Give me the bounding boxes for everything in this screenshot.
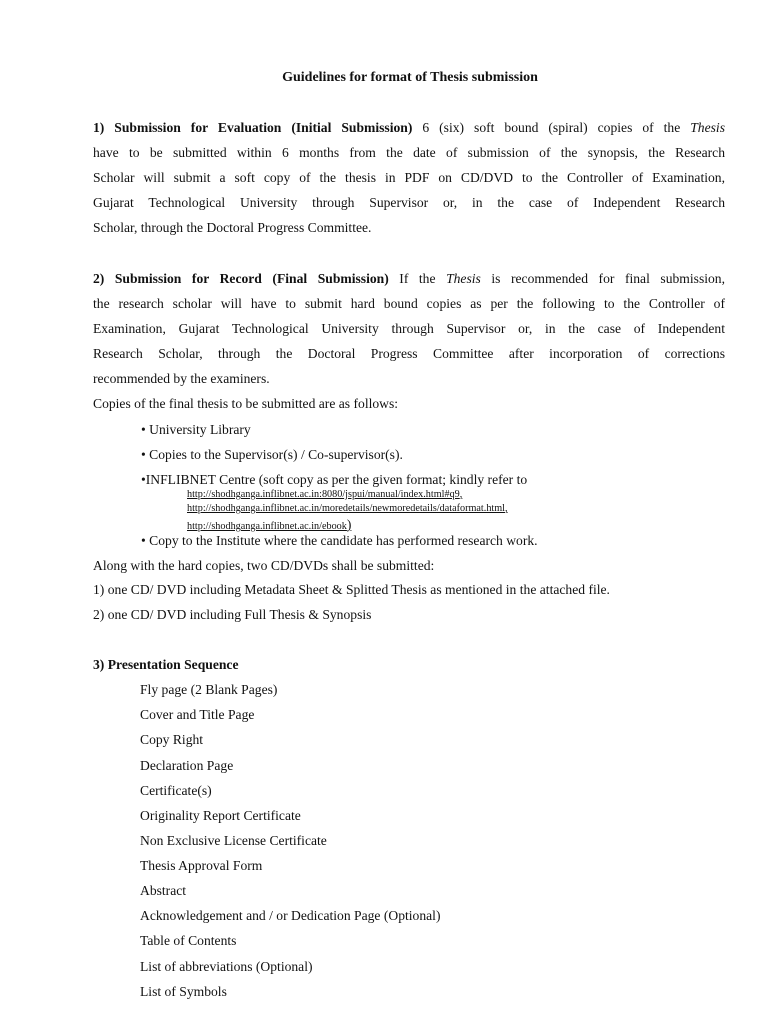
copies-intro: Copies of the final thesis to be submitted are as follows: bbox=[93, 396, 399, 411]
bullet-supervisor-copies: • Copies to the Supervisor(s) / Co-supervisor(s). bbox=[141, 447, 403, 462]
section2-line3: Examination, Gujarat Technological University through Supervisor or, in the case of Independent bbox=[93, 321, 725, 336]
sequence-item: Acknowledgement and / or Dedication Page (Optional) bbox=[140, 908, 441, 923]
sequence-item: List of Symbols bbox=[140, 984, 227, 999]
cd-item-2: 2) one CD/ DVD including Full Thesis & Synopsis bbox=[93, 607, 372, 622]
section2-line5: recommended by the examiners. bbox=[93, 371, 270, 386]
section2-heading: 2) Submission for Record (Final Submission) bbox=[93, 271, 389, 286]
hard-copies-note: Along with the hard copies, two CD/DVDs shall be submitted: bbox=[93, 558, 435, 573]
page-title: Guidelines for format of Thesis submission bbox=[282, 70, 538, 85]
bullet-institute-copy: • Copy to the Institute where the candidate has performed research work. bbox=[141, 533, 538, 548]
link-row-1: http://shodhganga.inflibnet.ac.in:8080/jspui/manual/index.html#q9, bbox=[187, 489, 463, 500]
sequence-item: Declaration Page bbox=[140, 758, 234, 773]
link-shodhganga-dataformat[interactable]: http://shodhganga.inflibnet.ac.in/moredetails/newmoredetails/dataformat.html bbox=[187, 503, 505, 514]
section2-line2: the research scholar will have to submit hard bound copies as per the following to the Controller of bbox=[93, 296, 725, 311]
cd-item-1: 1) one CD/ DVD including Metadata Sheet & Splitted Thesis as mentioned in the attached file. bbox=[93, 582, 610, 597]
sequence-item: Certificate(s) bbox=[140, 783, 212, 798]
section1-line3: Scholar will submit a soft copy of the thesis in PDF on CD/DVD to the Controller of Examination, bbox=[93, 170, 725, 185]
bullet-inflibnet: •INFLIBNET Centre (soft copy as per the given format; kindly refer to bbox=[141, 472, 528, 487]
sequence-item: Cover and Title Page bbox=[140, 707, 255, 722]
section1-line1: 1) Submission for Evaluation (Initial Submission) 6 (six) soft bound (spiral) copies of the Thesis bbox=[93, 120, 725, 135]
section1-line5: Scholar, through the Doctoral Progress Committee. bbox=[93, 220, 372, 235]
section2-line1: 2) Submission for Record (Final Submission) If the Thesis is recommended for final submission, bbox=[93, 271, 726, 286]
link-shodhganga-manual[interactable]: http://shodhganga.inflibnet.ac.in:8080/jspui/manual/index.html#q9 bbox=[187, 489, 460, 500]
sequence-item: Originality Report Certificate bbox=[140, 808, 301, 823]
sequence-item: Non Exclusive License Certificate bbox=[140, 833, 327, 848]
section1-line4: Gujarat Technological University through Supervisor or, in the case of Independent Research bbox=[93, 195, 725, 210]
section1-line2: have to be submitted within 6 months from the date of submission of the synopsis, the Research bbox=[93, 145, 725, 160]
link-shodhganga-ebook[interactable]: http://shodhganga.inflibnet.ac.in/ebook bbox=[187, 521, 347, 532]
link-row-2: http://shodhganga.inflibnet.ac.in/moredetails/newmoredetails/dataformat.html, bbox=[187, 503, 508, 514]
section1-heading: 1) Submission for Evaluation (Initial Submission) bbox=[93, 120, 413, 135]
sequence-item: List of abbreviations (Optional) bbox=[140, 959, 313, 974]
sequence-item: Fly page (2 Blank Pages) bbox=[140, 682, 278, 697]
link-row-3: http://shodhganga.inflibnet.ac.in/ebook) bbox=[187, 517, 352, 532]
sequence-item: Abstract bbox=[140, 883, 187, 898]
sequence-item: Thesis Approval Form bbox=[140, 858, 263, 873]
sequence-item: Copy Right bbox=[140, 732, 204, 747]
bullet-university-library: • University Library bbox=[141, 422, 251, 437]
sequence-item: Table of Contents bbox=[140, 933, 237, 948]
section3-heading: 3) Presentation Sequence bbox=[93, 657, 239, 672]
section2-line4: Research Scholar, through the Doctoral Progress Committee after incorporation of corrections bbox=[93, 346, 725, 361]
